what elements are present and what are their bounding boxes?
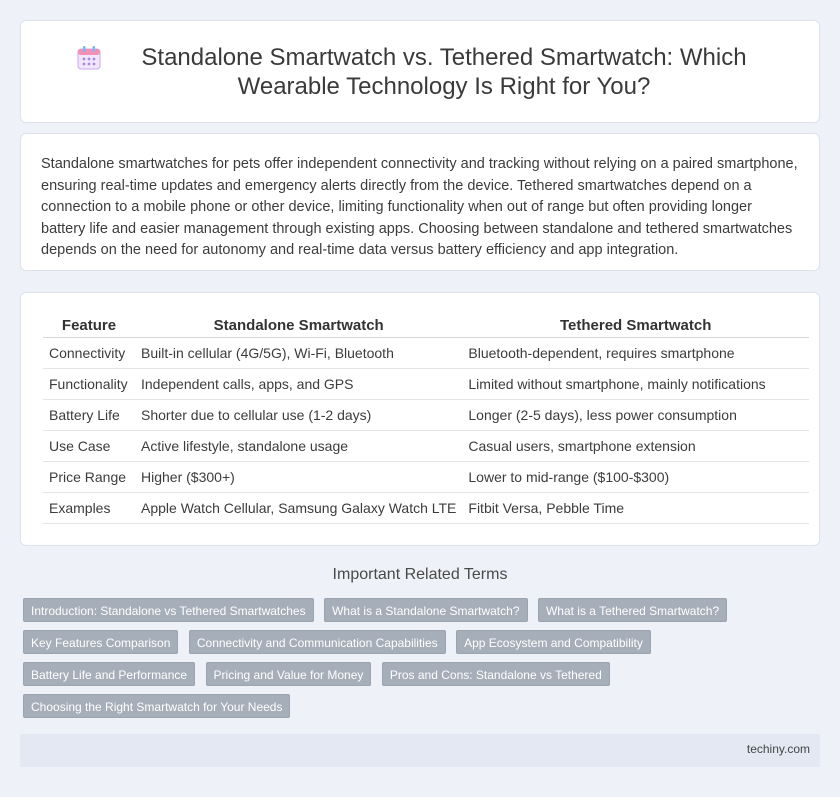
row-feature: Connectivity — [43, 338, 135, 369]
row-feature: Price Range — [43, 462, 135, 493]
comparison-table — [43, 315, 809, 524]
table-row — [43, 338, 809, 369]
row-standalone: Higher ($300+) — [135, 462, 462, 493]
row-tethered: Bluetooth-dependent, requires smartphone — [462, 338, 809, 369]
header-feature: Feature — [43, 315, 135, 338]
row-tethered: Fitbit Versa, Pebble Time — [462, 493, 809, 524]
table-row — [43, 462, 809, 493]
intro-card — [20, 133, 820, 271]
row-feature: Functionality — [43, 369, 135, 400]
row-standalone: Apple Watch Cellular, Samsung Galaxy Watch LTE — [135, 493, 462, 524]
related-term-tag[interactable]: What is a Standalone Smartwatch? — [324, 598, 527, 622]
page-title: Standalone Smartwatch vs. Tethered Smartwatch: Which Wearable Technology Is Right for You? — [141, 43, 747, 100]
row-standalone: Built-in cellular (4G/5G), Wi-Fi, Bluetooth — [135, 338, 462, 369]
table-row — [43, 369, 809, 400]
row-feature: Examples — [43, 493, 135, 524]
row-feature: Battery Life — [43, 400, 135, 431]
row-standalone: Independent calls, apps, and GPS — [135, 369, 462, 400]
related-terms-heading: Important Related Terms — [332, 566, 508, 583]
row-tethered: Limited without smartphone, mainly notifications — [462, 369, 809, 400]
related-term-tag[interactable]: What is a Tethered Smartwatch? — [538, 598, 727, 622]
related-term-tag[interactable]: Introduction: Standalone vs Tethered Smartwatches — [23, 598, 314, 622]
footer — [20, 734, 820, 767]
comparison-card — [20, 292, 820, 546]
row-tethered: Longer (2-5 days), less power consumption — [462, 400, 809, 431]
table-row — [43, 400, 809, 431]
related-term-tag[interactable]: Connectivity and Communication Capabilities — [189, 630, 446, 654]
row-standalone: Shorter due to cellular use (1-2 days) — [135, 400, 462, 431]
title-card — [20, 20, 820, 123]
table-row — [43, 493, 809, 524]
related-term-tag[interactable]: Key Features Comparison — [23, 630, 178, 654]
related-term-tag[interactable]: App Ecosystem and Compatibility — [456, 630, 651, 654]
related-term-tag[interactable]: Pricing and Value for Money — [206, 662, 372, 686]
related-term-tag[interactable]: Choosing the Right Smartwatch for Your Needs — [23, 694, 290, 718]
row-tethered: Lower to mid-range ($100-$300) — [462, 462, 809, 493]
related-term-tag[interactable]: Pros and Cons: Standalone vs Tethered — [382, 662, 610, 686]
intro-paragraph: Standalone smartwatches for pets offer independent connectivity and tracking without relying on a paired smartphone, ensuring real-time updates and emergency alerts directly from the device. Tethered smartwatches depend on a connection to a mobile phone or other device, limiting functionality when out of range but often providing longer battery life and easier management through existing apps. Choosing between standalone and tethered smartwatches depends on the need for autonomy and real-time data versus battery efficiency and app integration. — [41, 156, 798, 258]
row-feature: Use Case — [43, 431, 135, 462]
calendar-icon — [76, 45, 102, 71]
row-standalone: Active lifestyle, standalone usage — [135, 431, 462, 462]
title-wrap — [76, 43, 764, 101]
row-tethered: Casual users, smartphone extension — [462, 431, 809, 462]
table-header-row — [43, 315, 809, 338]
related-terms-list — [23, 598, 823, 726]
header-standalone: Standalone Smartwatch — [135, 315, 462, 338]
footer-site-link[interactable]: techiny.com — [746, 742, 810, 756]
related-term-tag[interactable]: Battery Life and Performance — [23, 662, 195, 686]
table-row — [43, 431, 809, 462]
header-tethered: Tethered Smartwatch — [462, 315, 809, 338]
